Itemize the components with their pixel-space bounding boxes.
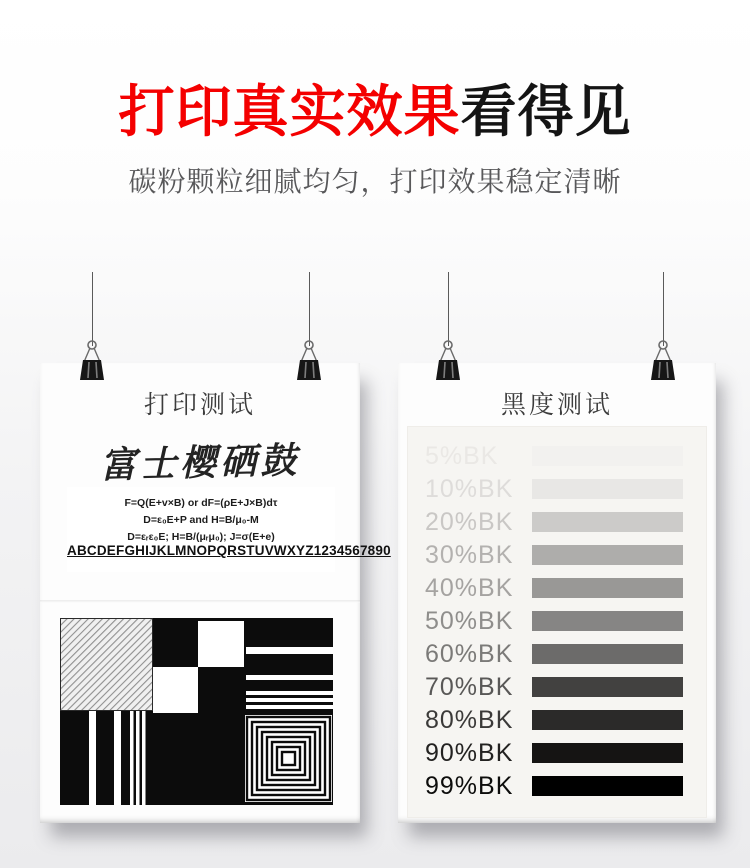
density-row <box>408 540 706 569</box>
density-row <box>408 771 706 800</box>
blackness-test-sheet <box>398 363 716 823</box>
density-rows <box>408 427 706 817</box>
density-row <box>408 639 706 668</box>
density-bar <box>532 710 683 730</box>
page-subtitle: 碳粉颗粒细腻均匀，打印效果稳定清晰 <box>128 166 622 197</box>
density-bar <box>532 479 683 499</box>
density-bar <box>532 677 683 697</box>
binder-clip-icon <box>287 338 331 382</box>
physics-formulas <box>67 495 335 545</box>
print-quality-test-pattern <box>60 618 333 805</box>
hanging-string <box>309 272 310 346</box>
density-row <box>408 606 706 635</box>
binder-clip-icon <box>70 338 114 382</box>
formula-line: D=εᵣε₀E; H=B/(μᵣμ₀); J=σ(E+e) <box>127 530 275 543</box>
density-label: 20%BK <box>425 507 514 536</box>
density-label: 90%BK <box>425 738 514 767</box>
paper-fold-crease <box>40 600 360 603</box>
binder-clip-icon <box>641 338 685 382</box>
hanging-string <box>663 272 664 346</box>
density-label: 30%BK <box>425 540 514 569</box>
density-row <box>408 738 706 767</box>
density-bar <box>532 545 683 565</box>
density-row <box>408 672 706 701</box>
density-bar <box>532 578 683 598</box>
density-label: 60%BK <box>425 639 514 668</box>
blackness-test-title: 黑度测试 <box>500 391 613 419</box>
density-row <box>408 705 706 734</box>
formula-box <box>67 487 391 572</box>
hanging-string <box>448 272 449 346</box>
density-bar <box>532 644 683 664</box>
density-label: 50%BK <box>425 606 514 635</box>
print-test-sheet <box>40 363 391 823</box>
density-bar <box>532 611 683 631</box>
brand-calligraphy-logo: 富士樱硒鼓 <box>99 439 301 487</box>
formula-line: F=Q(E+v×B) or dF=(ρE+J×B)dτ <box>124 497 278 509</box>
hanging-string <box>92 272 93 346</box>
page-title-rest: 看得见 <box>460 80 632 143</box>
density-row <box>408 441 706 470</box>
density-label: 70%BK <box>425 672 514 701</box>
formula-line: D=ε₀E+P and H=B/μ₀-M <box>143 513 259 526</box>
density-row <box>408 474 706 503</box>
binder-clip-icon <box>426 338 470 382</box>
density-bar <box>532 512 683 532</box>
density-label: 5%BK <box>425 441 499 470</box>
alphabet-test-line: ABCDEFGHIJKLMNOPQRSTUVWXYZ1234567890 <box>67 543 391 558</box>
density-label: 99%BK <box>425 771 514 800</box>
page-title <box>0 80 750 144</box>
density-bar <box>532 446 683 466</box>
density-bar <box>532 743 683 763</box>
density-label: 80%BK <box>425 705 514 734</box>
density-bar <box>532 776 683 796</box>
density-row <box>408 573 706 602</box>
density-label: 10%BK <box>425 474 514 503</box>
density-row <box>408 507 706 536</box>
density-label: 40%BK <box>425 573 514 602</box>
print-test-title: 打印测试 <box>143 391 256 419</box>
page-title-highlight: 打印真实效果 <box>118 80 461 143</box>
